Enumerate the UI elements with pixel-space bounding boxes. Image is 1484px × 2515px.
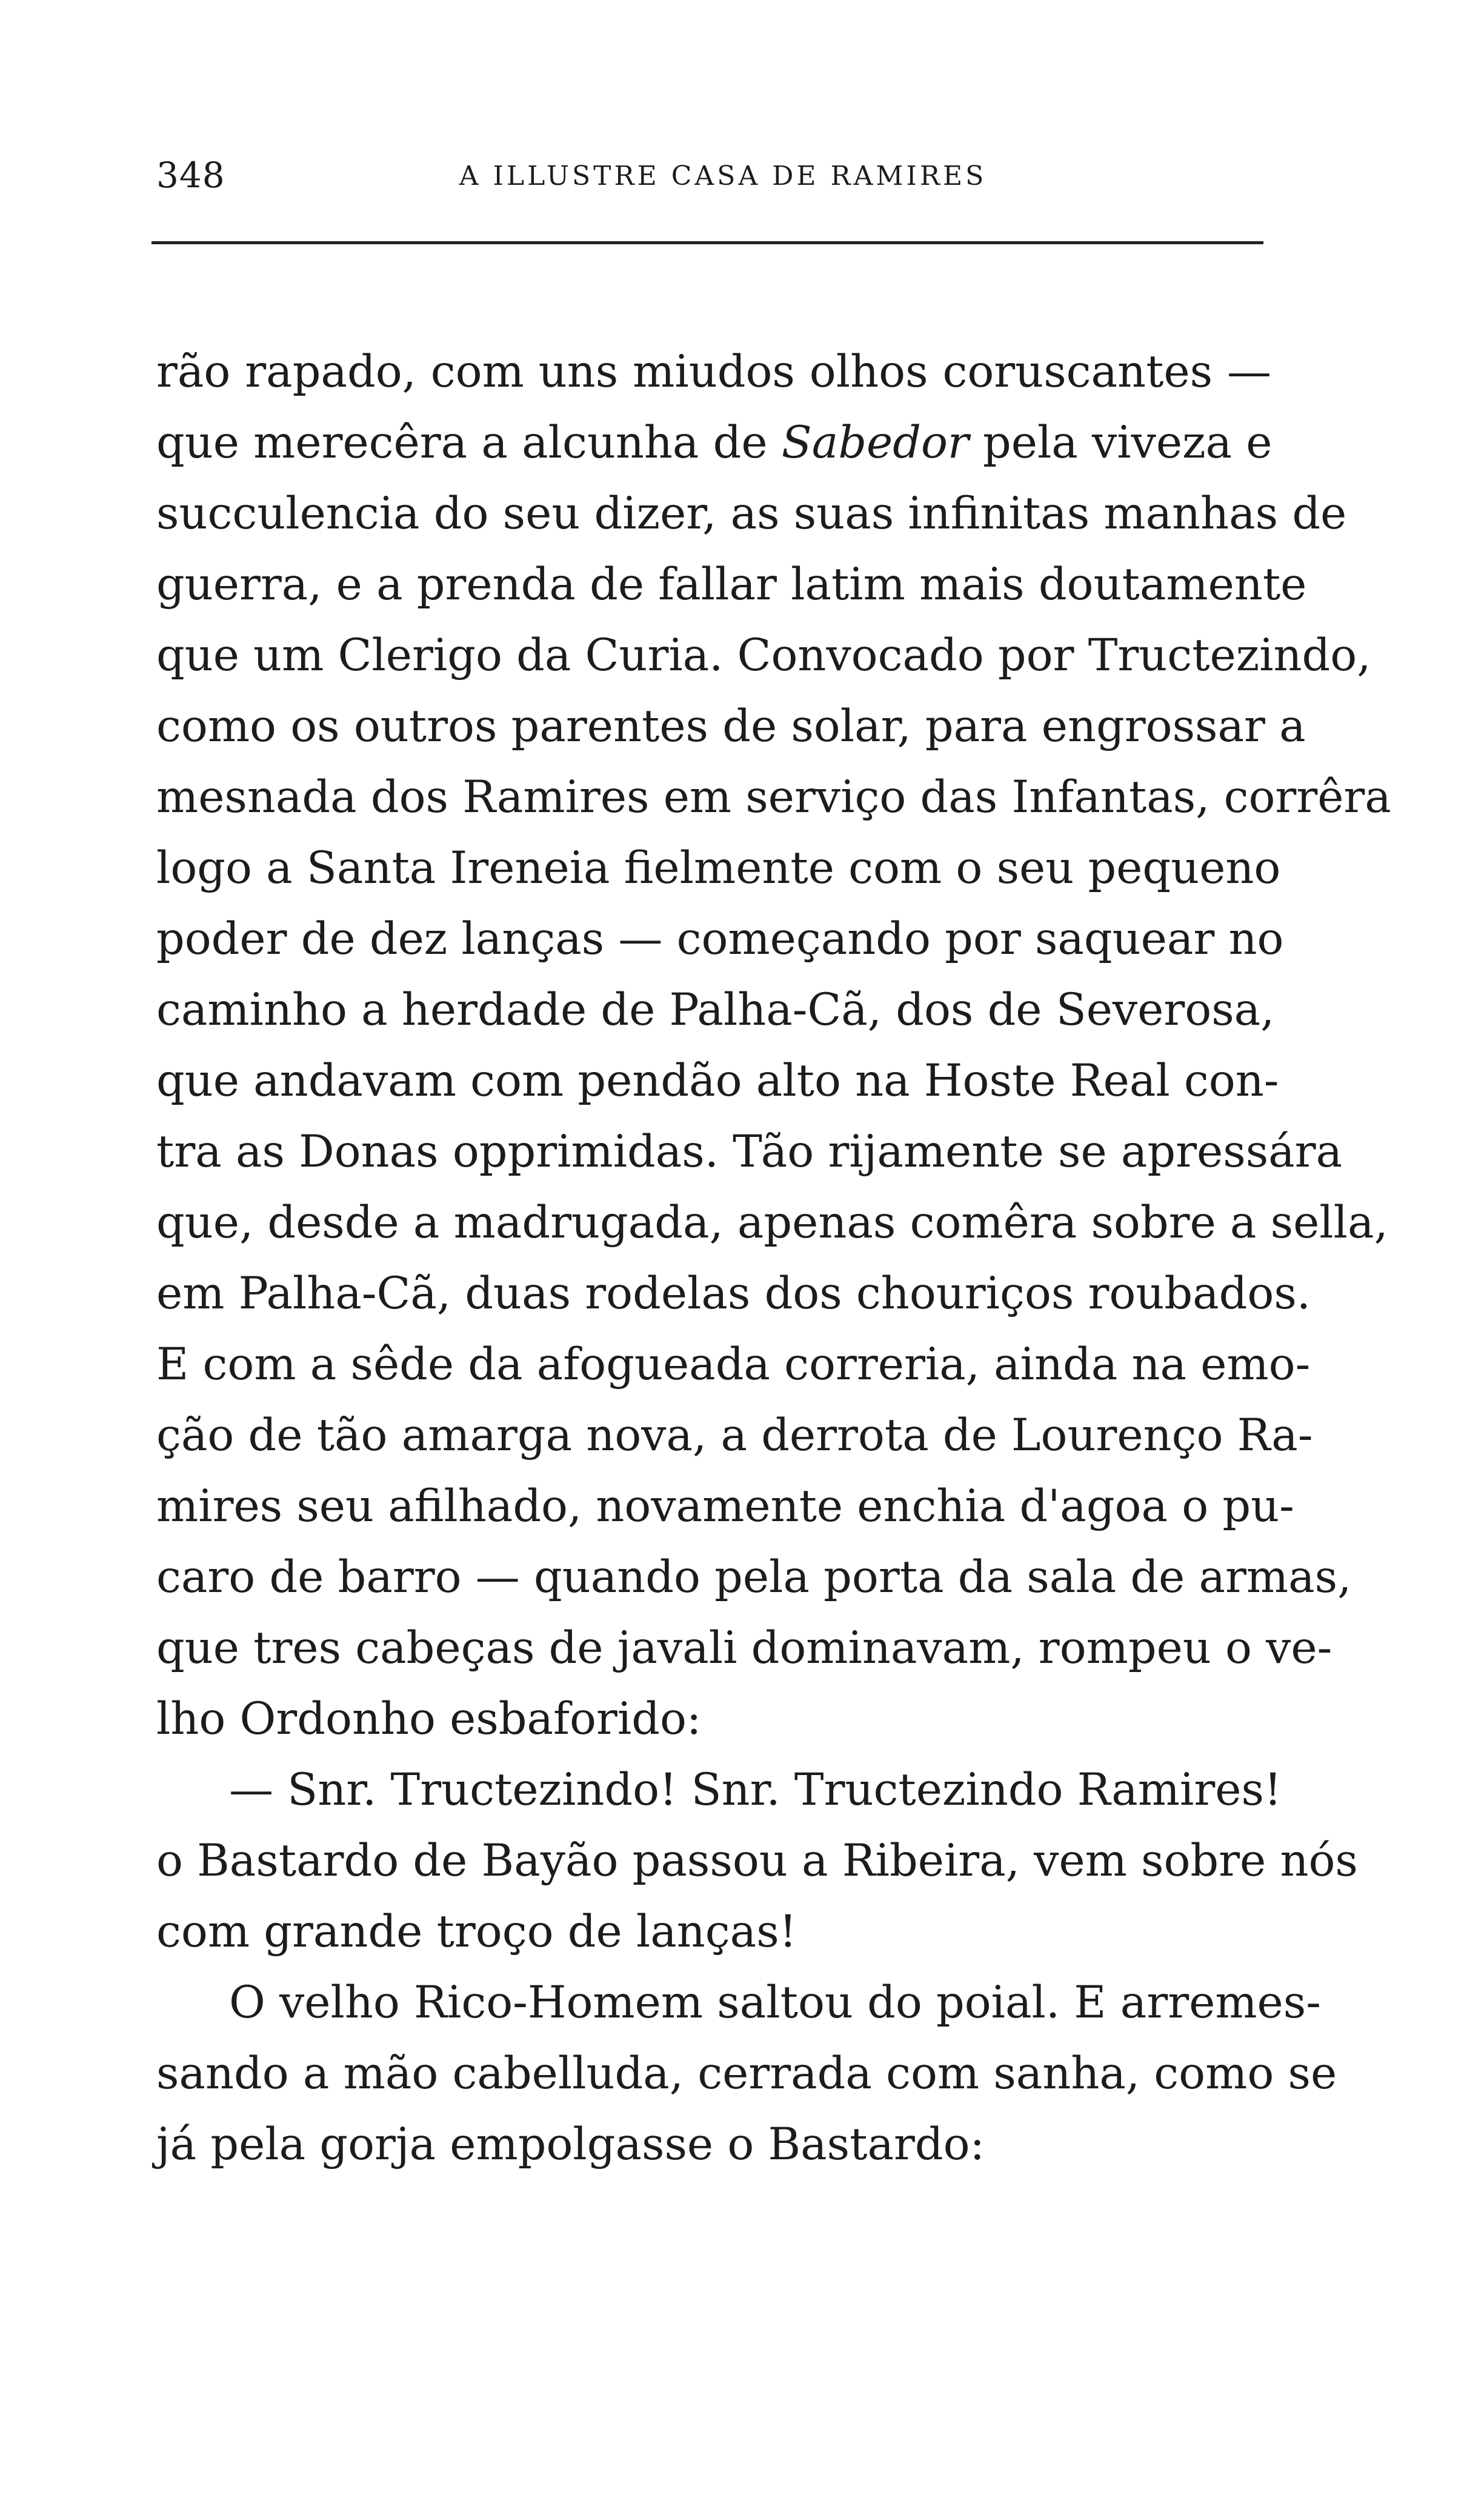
text-line: como os outros parentes de solar, para engrossar a bbox=[156, 701, 1306, 752]
text-line: guerra, e a prenda de fallar latim mais doutamente bbox=[156, 559, 1307, 610]
text-line: em Palha-Cã, duas rodelas dos chouriços roubados. bbox=[156, 1268, 1311, 1319]
text-line: que, desde a madrugada, apenas comêra sobre a sella, bbox=[156, 1197, 1388, 1248]
italic-word: Sabedor bbox=[781, 417, 969, 468]
text-line: caminho a herdade de Palha-Cã, dos de Severosa, bbox=[156, 984, 1275, 1036]
text-line: poder de dez lanças — começando por saquear no bbox=[156, 913, 1284, 965]
page-header bbox=[156, 155, 1265, 203]
text-line bbox=[156, 407, 1271, 478]
text-line: — Snr. Tructezindo! Snr. Tructezindo Ramires! bbox=[229, 1764, 1282, 1816]
text-line: succulencia do seu dizer, as suas infinitas manhas de bbox=[156, 488, 1347, 539]
text-line: tra as Donas opprimidas. Tão rijamente se apressára bbox=[156, 1126, 1343, 1178]
text-line: o Bastardo de Bayão passou a Ribeira, vem sobre nós bbox=[156, 1835, 1358, 1887]
text-line: lho Ordonho esbaforido: bbox=[156, 1693, 702, 1745]
text-line: mesnada dos Ramires em serviço das Infantas, corrêra bbox=[156, 771, 1391, 823]
header-rule bbox=[151, 241, 1263, 244]
text-line: O velho Rico-Homem saltou do poial. E arremes- bbox=[229, 1977, 1321, 2028]
text-segment: que merecêra a alcunha de bbox=[156, 417, 782, 468]
text-line: logo a Santa Ireneia fielmente com o seu pequeno bbox=[156, 842, 1281, 894]
text-line: caro de barro — quando pela porta da sala de armas, bbox=[156, 1551, 1352, 1603]
text-segment: pela viveza e bbox=[968, 417, 1273, 468]
text-line: que andavam com pendão alto na Hoste Real con- bbox=[156, 1055, 1279, 1107]
running-title: A ILLUSTRE CASA DE RAMIRES bbox=[459, 161, 987, 192]
text-line: mires seu afilhado, novamente enchia d'agoa o pu- bbox=[156, 1481, 1294, 1532]
text-line: ção de tão amarga nova, a derrota de Lourenço Ra- bbox=[156, 1410, 1313, 1461]
text-line: já pela gorja empolgasse o Bastardo: bbox=[156, 2119, 985, 2170]
text-line: que tres cabeças de javali dominavam, rompeu o ve- bbox=[156, 1622, 1333, 1674]
text-line: com grande troço de lanças! bbox=[156, 1906, 797, 1957]
page-number: 348 bbox=[156, 155, 225, 196]
body-text bbox=[156, 336, 1391, 2180]
text-line: sando a mão cabelluda, cerrada com sanha, como se bbox=[156, 2048, 1337, 2099]
text-line: que um Clerigo da Curia. Convocado por Tructezindo, bbox=[156, 630, 1371, 681]
text-line: E com a sêde da afogueada correria, ainda na emo- bbox=[156, 1339, 1311, 1390]
text-line: rão rapado, com uns miudos olhos coruscantes — bbox=[156, 346, 1271, 398]
